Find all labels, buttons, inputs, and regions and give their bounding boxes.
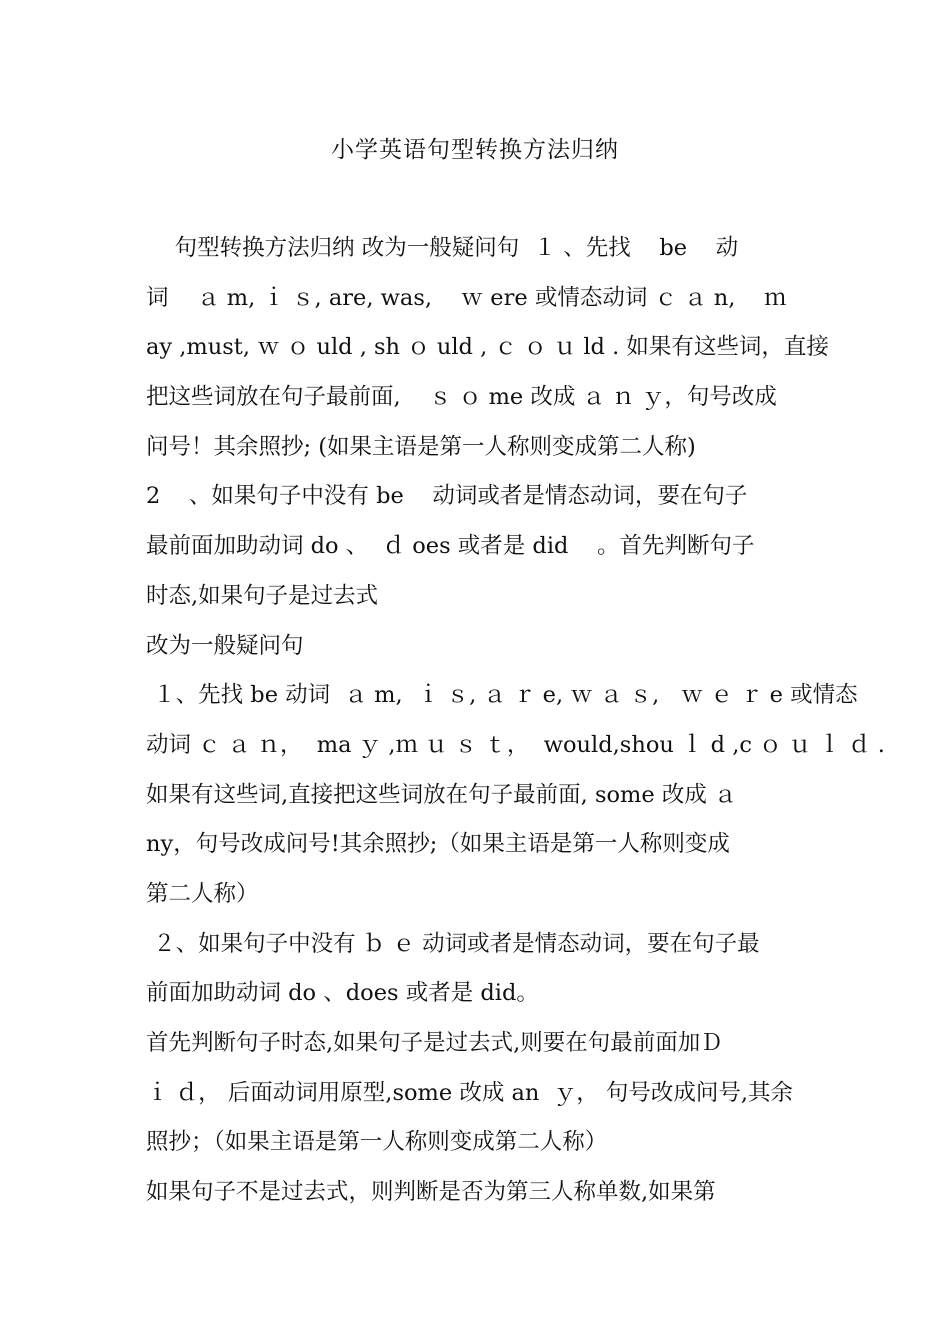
body-line: ay ,must, ｗ ｏ uld , sh ｏ uld , ｃ ｏ ｕ ld . 如果有这些词，直接 [146,334,829,361]
document-title: 小学英语句型转换方法归纳 [331,137,619,163]
body-line: 首先判断句子时态,如果句子是过去式,则要在句最前面加Ｄ [146,1030,723,1056]
body-line: ｉ ｄ， 后面动词用原型,some 改成 an ｙ， 句号改成问号,其余 [146,1079,794,1106]
body-line: 前面加助动词 do 、does 或者是 did。 [146,980,539,1007]
body-line: 如果句子不是过去式，则判断是否为第三人称单数,如果第 [146,1179,716,1206]
body-line: 改为一般疑问句 [146,632,304,659]
body-line: 句型转换方法归纳 改为一般疑问句 １ 、先找 be 动 [146,235,739,261]
body-line: 动词 ｃ ａ ｎ， ma ｙ ,ｍ ｕ ｓ ｔ， would,shou ｌ d ,c ｏ ｕ ｌ ｄ . [146,731,885,758]
body-line: 2 、如果句子中没有 be 动词或者是情态动词，要在句子 [146,483,748,510]
body-line: 第二人称） [146,880,259,907]
body-line: 词 ａ m, ｉ ｓ, are, was, ｗ ere 或情态动词 ｃ ａ n, ｍ [146,284,787,311]
body-line: 把这些词放在句子最前面, ｓ ｏ me 改成 ａ ｎ ｙ，句号改成 [146,384,777,411]
body-line: 最前面加助动词 do 、 ｄ oes 或者是 did 。首先判断句子 [146,533,755,560]
body-line: １、先找 be 动词 ａ m, ｉ ｓ, ａ ｒ e, ｗ ａ ｓ, ｗ ｅ ｒ e 或情态 [146,682,858,709]
body-line: 问号！其余照抄; (如果主语是第一人称则变成第二人称) [146,433,696,460]
body-line: 照抄；（如果主语是第一人称则变成第二人称） [146,1129,608,1156]
body-line: ny，句号改成问号!其余照抄;（如果主语是第一人称则变成 [146,831,730,858]
body-line: ２、如果句子中没有 ｂ ｅ 动词或者是情态动词，要在句子最 [146,930,760,957]
document-body [146,224,885,1218]
body-line: 时态,如果句子是过去式 [146,582,379,609]
body-line: 如果有这些词,直接把这些词放在句子最前面, some 改成 ａ [146,781,737,808]
